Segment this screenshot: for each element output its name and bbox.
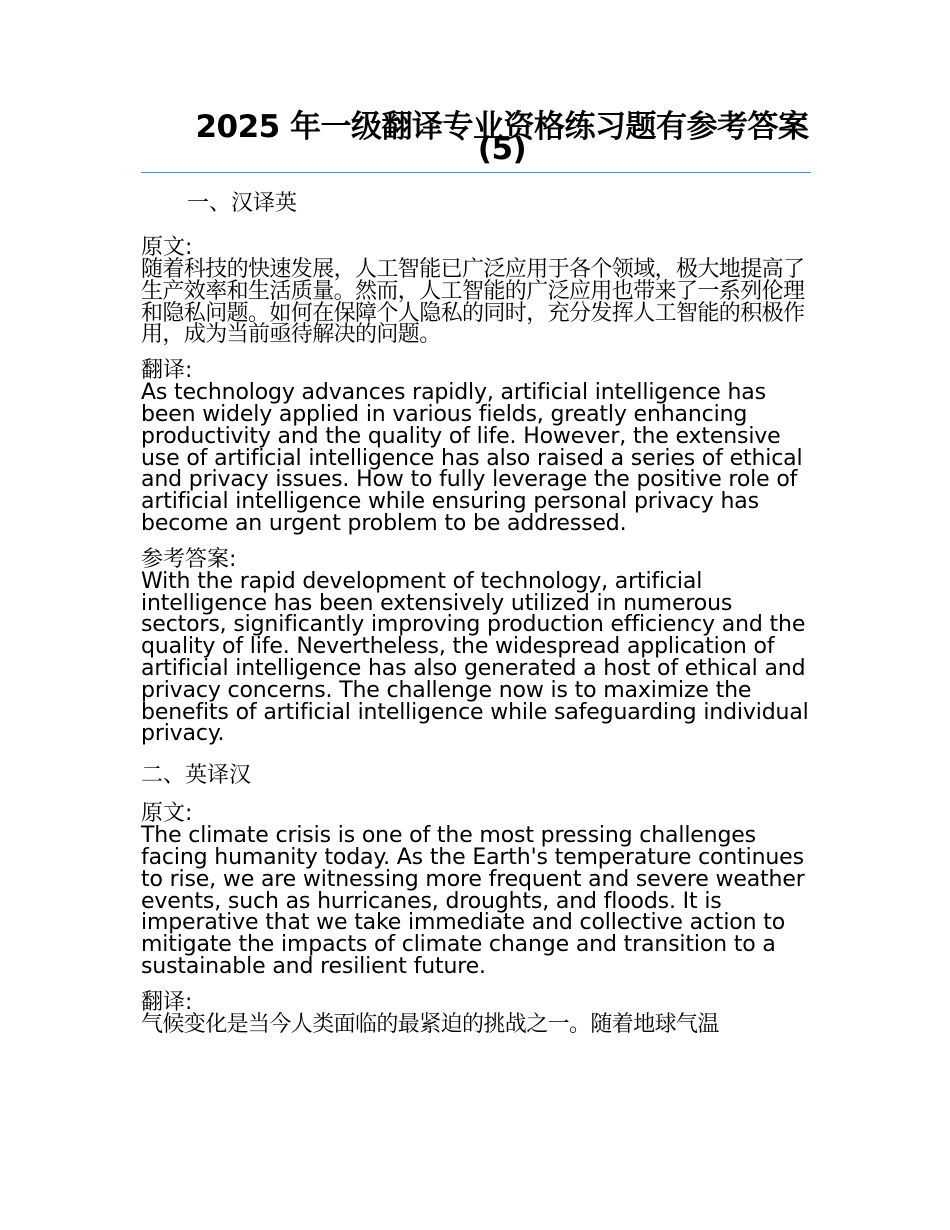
- document-page: [141, 104, 811, 1036]
- source-text-chinese: 随着科技的快速发展，人工智能已广泛应用于各个领域，极大地提高了生产效率和生活质量。然而，人工智能的广泛应用也带来了一系列伦理和隐私问题。如何在保障个人隐私的同时，充分发挥人工智能的积极作用，成为当前亟待解决的问题。: [141, 257, 805, 348]
- translation-label: 翻译:: [141, 358, 193, 384]
- section-heading-chinese-to-english: 一、汉译英: [187, 191, 298, 216]
- reference-answer-label: 参考答案:: [141, 546, 237, 572]
- document-title: 2025 年一级翻译专业资格练习题有参考答案(5): [195, 109, 809, 167]
- reference-answer-text: With the rapid development of technology, artificial intelligence has been extensively utilized in numerous sectors, significantly improving production efficiency and the quality of life. Nevertheless, the widespread application of artificial intelligence has also generated a host of ethical and privacy concerns. The challenge now is to maximize the benefits of artificial intelligence while safeguarding individual privacy.: [141, 568, 809, 747]
- section-heading-english-to-chinese: 二、英译汉: [141, 763, 252, 789]
- source-label: 原文:: [141, 235, 193, 260]
- source-text-english: The climate crisis is one of the most pressing challenges facing humanity today. As the Earth's temperature continues to rise, we are witnessing more frequent and severe weather events, such as hurricanes, droughts, and floods. It is imperative that we take immediate and collective action to mitigate the impacts of climate change and transition to a sustainable and resilient future.: [141, 823, 805, 979]
- translation-text-chinese: 气候变化是当今人类面临的最紧迫的挑战之一。随着地球气温: [141, 1011, 719, 1037]
- source-label-2: 原文:: [141, 801, 193, 827]
- translation-text-english: As technology advances rapidly, artificial intelligence has been widely applied in various fields, greatly enhancing productivity and the quality of life. However, the extensive use of artificial intelligence has also raised a series of ethical and privacy issues. How to fully leverage the positive role of artificial intelligence while ensuring personal privacy has become an urgent problem to be addressed.: [141, 380, 803, 536]
- translation-label-2: 翻译:: [141, 989, 193, 1015]
